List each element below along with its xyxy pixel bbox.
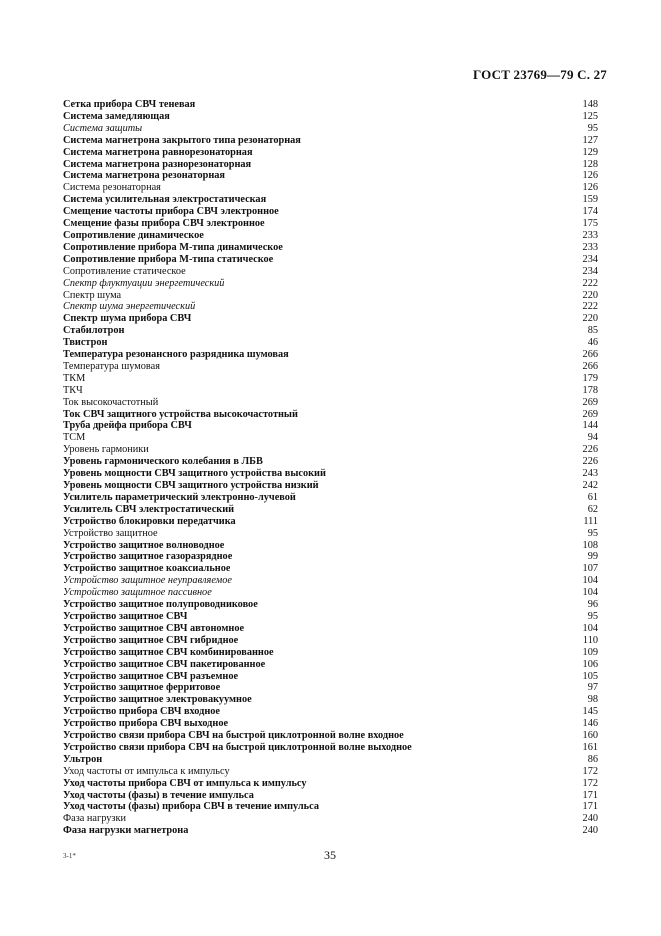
index-entry bbox=[63, 325, 598, 337]
index-page-ref: 171 bbox=[582, 801, 598, 813]
index-term: Твистрон bbox=[63, 337, 108, 349]
index-entry bbox=[63, 432, 598, 444]
index-entry bbox=[63, 99, 598, 111]
index-entry bbox=[63, 504, 598, 516]
index-entry bbox=[63, 194, 598, 206]
index-entry bbox=[63, 694, 598, 706]
index-page-ref: 106 bbox=[582, 658, 598, 670]
index-page-ref: 110 bbox=[582, 634, 598, 646]
index-term: Система резонаторная bbox=[63, 182, 161, 194]
index-entry bbox=[63, 540, 598, 552]
index-term: Устройство защитное неуправляемое bbox=[63, 575, 232, 587]
index-page-ref: 242 bbox=[582, 480, 598, 491]
index-term: Спектр шума bbox=[63, 289, 122, 301]
index-page-ref: 61 bbox=[587, 491, 598, 503]
index-term: Ультрон bbox=[63, 753, 103, 765]
index-page-ref: 171 bbox=[582, 789, 598, 801]
index-page-ref: 111 bbox=[583, 515, 598, 527]
index-entry bbox=[63, 682, 598, 694]
index-page-ref: 108 bbox=[582, 539, 598, 551]
index-entry bbox=[63, 242, 598, 254]
index-term: Система магнетрона разнорезонаторная bbox=[63, 158, 252, 170]
index-term: Устройство связи прибора СВЧ на быстрой циклотронной волне выходное bbox=[63, 741, 412, 753]
index-page-ref: 127 bbox=[582, 134, 598, 146]
index-term: Устройство прибора СВЧ входное bbox=[63, 706, 221, 718]
index-term: Стабилотрон bbox=[63, 325, 125, 337]
index-term: Уход частоты от импульса к импульсу bbox=[63, 765, 230, 777]
index-term: Устройство защитное СВЧ автономное bbox=[63, 622, 245, 634]
index-term: Смещение частоты прибора СВЧ электронное bbox=[63, 206, 279, 218]
index-page-ref: 95 bbox=[587, 527, 598, 539]
index-page-ref: 62 bbox=[587, 503, 598, 515]
index-page-ref: 233 bbox=[582, 229, 598, 241]
index-term: Устройство защитное полупроводниковое bbox=[63, 599, 258, 611]
index-page-ref: 95 bbox=[587, 610, 598, 622]
index-entry bbox=[63, 111, 598, 123]
index-page-ref: 85 bbox=[587, 325, 598, 337]
index-page-ref: 94 bbox=[587, 432, 598, 444]
index-entry bbox=[63, 730, 598, 742]
index-term: Спектр шума энергетический bbox=[63, 301, 196, 313]
index-page-ref: 104 bbox=[582, 575, 598, 587]
running-header: ГОСТ 23769—79 С. 27 bbox=[473, 67, 607, 82]
index-entry bbox=[63, 778, 598, 790]
index-term: Фаза нагрузки магнетрона bbox=[63, 825, 189, 837]
index-page-ref: 96 bbox=[587, 599, 598, 611]
index-term: Система магнетрона равнорезонаторная bbox=[63, 146, 253, 158]
index-page-ref: 222 bbox=[582, 277, 598, 289]
index-term: Устройство защитное bbox=[63, 527, 158, 539]
index-page-ref: 104 bbox=[582, 587, 598, 599]
index-entry bbox=[63, 563, 598, 575]
index-term: Уход частоты (фазы) прибора СВЧ в течение импульса bbox=[63, 801, 319, 813]
index-entries bbox=[63, 99, 598, 837]
index-entry bbox=[63, 361, 598, 373]
index-entry bbox=[63, 718, 598, 730]
index-entry bbox=[63, 671, 598, 683]
index-page-ref: 128 bbox=[582, 158, 598, 170]
index-entry bbox=[63, 611, 598, 623]
index-page-ref: 179 bbox=[582, 372, 598, 384]
index-term: Уровень мощности СВЧ защитного устройства высокий bbox=[63, 468, 326, 480]
index-page-ref: 233 bbox=[582, 241, 598, 253]
index-page-ref: 144 bbox=[582, 420, 598, 432]
index-page-ref: 234 bbox=[582, 265, 598, 277]
index-term: Система усилительная электростатическая bbox=[63, 194, 267, 206]
index-entry bbox=[63, 278, 598, 290]
index-page-ref: 146 bbox=[582, 718, 598, 730]
index-entry bbox=[63, 790, 598, 802]
index-entry bbox=[63, 825, 598, 837]
index-term: Сетка прибора СВЧ теневая bbox=[63, 99, 196, 110]
index-entry bbox=[63, 551, 598, 563]
index-page-ref: 174 bbox=[582, 206, 598, 218]
index-entry bbox=[63, 337, 598, 349]
index-page-ref: 172 bbox=[582, 777, 598, 789]
index-term: Уход частоты (фазы) в течение импульса bbox=[63, 789, 254, 801]
index-entry bbox=[63, 599, 598, 611]
index-term: Смещение фазы прибора СВЧ электронное bbox=[63, 218, 265, 230]
index-page-ref: 266 bbox=[582, 349, 598, 361]
index-page-ref: 240 bbox=[582, 825, 598, 837]
index-entry bbox=[63, 170, 598, 182]
index-term: Система защиты bbox=[63, 122, 143, 134]
index-term: ТСМ bbox=[63, 432, 86, 444]
index-entry bbox=[63, 230, 598, 242]
index-entry bbox=[63, 218, 598, 230]
index-term: Сопротивление прибора М-типа статическое bbox=[63, 253, 274, 265]
index-term: Устройство прибора СВЧ выходное bbox=[63, 718, 229, 730]
index-entry bbox=[63, 373, 598, 385]
index-entry bbox=[63, 147, 598, 159]
index-term: ТКМ bbox=[63, 372, 86, 384]
index-entry bbox=[63, 813, 598, 825]
index-entry bbox=[63, 385, 598, 397]
index-entry bbox=[63, 456, 598, 468]
index-page-ref: 126 bbox=[582, 182, 598, 194]
signature-mark: 3-1* bbox=[63, 852, 76, 860]
index-entry bbox=[63, 706, 598, 718]
index-page-ref: 175 bbox=[582, 218, 598, 230]
index-entry bbox=[63, 468, 598, 480]
index-entry bbox=[63, 623, 598, 635]
index-term: Устройство связи прибора СВЧ на быстрой циклотронной волне входное bbox=[63, 730, 404, 742]
index-term: Уровень гармонического колебания в ЛБВ bbox=[63, 456, 263, 468]
index-entry bbox=[63, 266, 598, 278]
index-page-ref: 226 bbox=[582, 444, 598, 456]
index-page-ref: 222 bbox=[582, 301, 598, 313]
index-term: Усилитель СВЧ электростатический bbox=[63, 503, 235, 515]
index-entry bbox=[63, 635, 598, 647]
index-entry bbox=[63, 754, 598, 766]
index-term: Устройство защитное СВЧ комбинированное bbox=[63, 646, 274, 658]
index-term: Устройство защитное СВЧ пакетированное bbox=[63, 658, 266, 670]
index-entry bbox=[63, 409, 598, 421]
index-term: Устройство защитное СВЧ разъемное bbox=[63, 670, 239, 682]
index-term: Ток СВЧ защитного устройства высокочастотный bbox=[63, 408, 298, 420]
index-page-ref: 125 bbox=[582, 110, 598, 122]
index-entry bbox=[63, 516, 598, 528]
index-term: Устройство защитное СВЧ гибридное bbox=[63, 634, 239, 646]
index-page-ref: 178 bbox=[582, 384, 598, 396]
index-page-ref: 46 bbox=[587, 337, 598, 349]
index-page-ref: 269 bbox=[582, 408, 598, 420]
index-entry bbox=[63, 313, 598, 325]
index-page-ref: 160 bbox=[582, 730, 598, 742]
index-entry bbox=[63, 587, 598, 599]
index-entry bbox=[63, 397, 598, 409]
index-page-ref: 269 bbox=[582, 396, 598, 408]
index-term: Устройство защитное волноводное bbox=[63, 539, 225, 551]
index-entry bbox=[63, 159, 598, 171]
index-page-ref: 220 bbox=[582, 289, 598, 301]
index-page-ref: 126 bbox=[582, 170, 598, 182]
index-entry bbox=[63, 492, 598, 504]
index-page-ref: 148 bbox=[582, 99, 598, 110]
index-page-ref: 105 bbox=[582, 670, 598, 682]
index-term: Система магнетрона резонаторная bbox=[63, 170, 226, 182]
index-page-ref: 99 bbox=[587, 551, 598, 563]
index-entry bbox=[63, 528, 598, 540]
index-entry bbox=[63, 766, 598, 778]
index-entry bbox=[63, 420, 598, 432]
index-term: Устройство защитное газоразрядное bbox=[63, 551, 233, 563]
index-entry bbox=[63, 480, 598, 492]
index-term: Устройство защитное пассивное bbox=[63, 587, 212, 599]
index-page-ref: 98 bbox=[587, 694, 598, 706]
index-term: ТКЧ bbox=[63, 384, 83, 396]
index-entry bbox=[63, 254, 598, 266]
index-page-ref: 95 bbox=[587, 122, 598, 134]
index-term: Температура шумовая bbox=[63, 360, 160, 372]
index-term: Система магнетрона закрытого типа резонаторная bbox=[63, 134, 301, 146]
index-entry bbox=[63, 659, 598, 671]
index-term: Труба дрейфа прибора СВЧ bbox=[63, 420, 192, 432]
index-term: Сопротивление прибора М-типа динамическое bbox=[63, 241, 283, 253]
index-entry bbox=[63, 301, 598, 313]
index-term: Устройство защитное электровакуумное bbox=[63, 694, 252, 706]
index-page-ref: 161 bbox=[582, 741, 598, 753]
index-term: Спектр шума прибора СВЧ bbox=[63, 313, 192, 325]
index-term: Уход частоты прибора СВЧ от импульса к импульсу bbox=[63, 777, 307, 789]
index-page-ref: 86 bbox=[587, 753, 598, 765]
index-page-ref: 172 bbox=[582, 765, 598, 777]
index-page-ref: 104 bbox=[582, 622, 598, 634]
index-term: Устройство защитное ферритовое bbox=[63, 682, 221, 694]
index-term: Устройство защитное коаксиальное bbox=[63, 563, 231, 575]
index-page-ref: 159 bbox=[582, 194, 598, 206]
index-term: Сопротивление динамическое bbox=[63, 229, 204, 241]
index-entry bbox=[63, 742, 598, 754]
index-entry bbox=[63, 135, 598, 147]
index-term: Уровень гармоники bbox=[63, 444, 149, 456]
index-term: Устройство защитное СВЧ bbox=[63, 610, 188, 622]
index-term: Фаза нагрузки bbox=[63, 813, 126, 825]
index-term: Ток высокочастотный bbox=[63, 396, 159, 408]
index-entry bbox=[63, 290, 598, 302]
index-entry bbox=[63, 182, 598, 194]
index-page-ref: 109 bbox=[582, 646, 598, 658]
index-page-ref: 145 bbox=[582, 706, 598, 718]
index-page-ref: 107 bbox=[582, 563, 598, 575]
index-entry bbox=[63, 575, 598, 587]
index-page-ref: 234 bbox=[582, 253, 598, 265]
index-page-ref: 266 bbox=[582, 360, 598, 372]
index-term: Устройство блокировки передатчика bbox=[63, 515, 236, 527]
index-page-ref: 240 bbox=[582, 813, 598, 825]
index-page-ref: 129 bbox=[582, 146, 598, 158]
index-page-ref: 97 bbox=[587, 682, 598, 694]
index-entry bbox=[63, 349, 598, 361]
index-term: Сопротивление статическое bbox=[63, 265, 186, 277]
index-term: Температура резонансного разрядника шумовая bbox=[63, 349, 289, 361]
index-term: Спектр флуктуации энергетический bbox=[63, 277, 225, 289]
page-number: 35 bbox=[324, 848, 336, 862]
index-entry bbox=[63, 647, 598, 659]
index-term: Система замедляющая bbox=[63, 110, 170, 122]
index-term: Усилитель параметрический электронно-лучевой bbox=[63, 491, 296, 503]
index-page-ref: 226 bbox=[582, 456, 598, 468]
index-entry bbox=[63, 123, 598, 135]
index-entry bbox=[63, 206, 598, 218]
index-page-ref: 220 bbox=[582, 313, 598, 325]
index-entry bbox=[63, 801, 598, 813]
index-entry bbox=[63, 444, 598, 456]
index-page-ref: 243 bbox=[582, 468, 598, 480]
index-term: Уровень мощности СВЧ защитного устройства низкий bbox=[63, 480, 319, 491]
